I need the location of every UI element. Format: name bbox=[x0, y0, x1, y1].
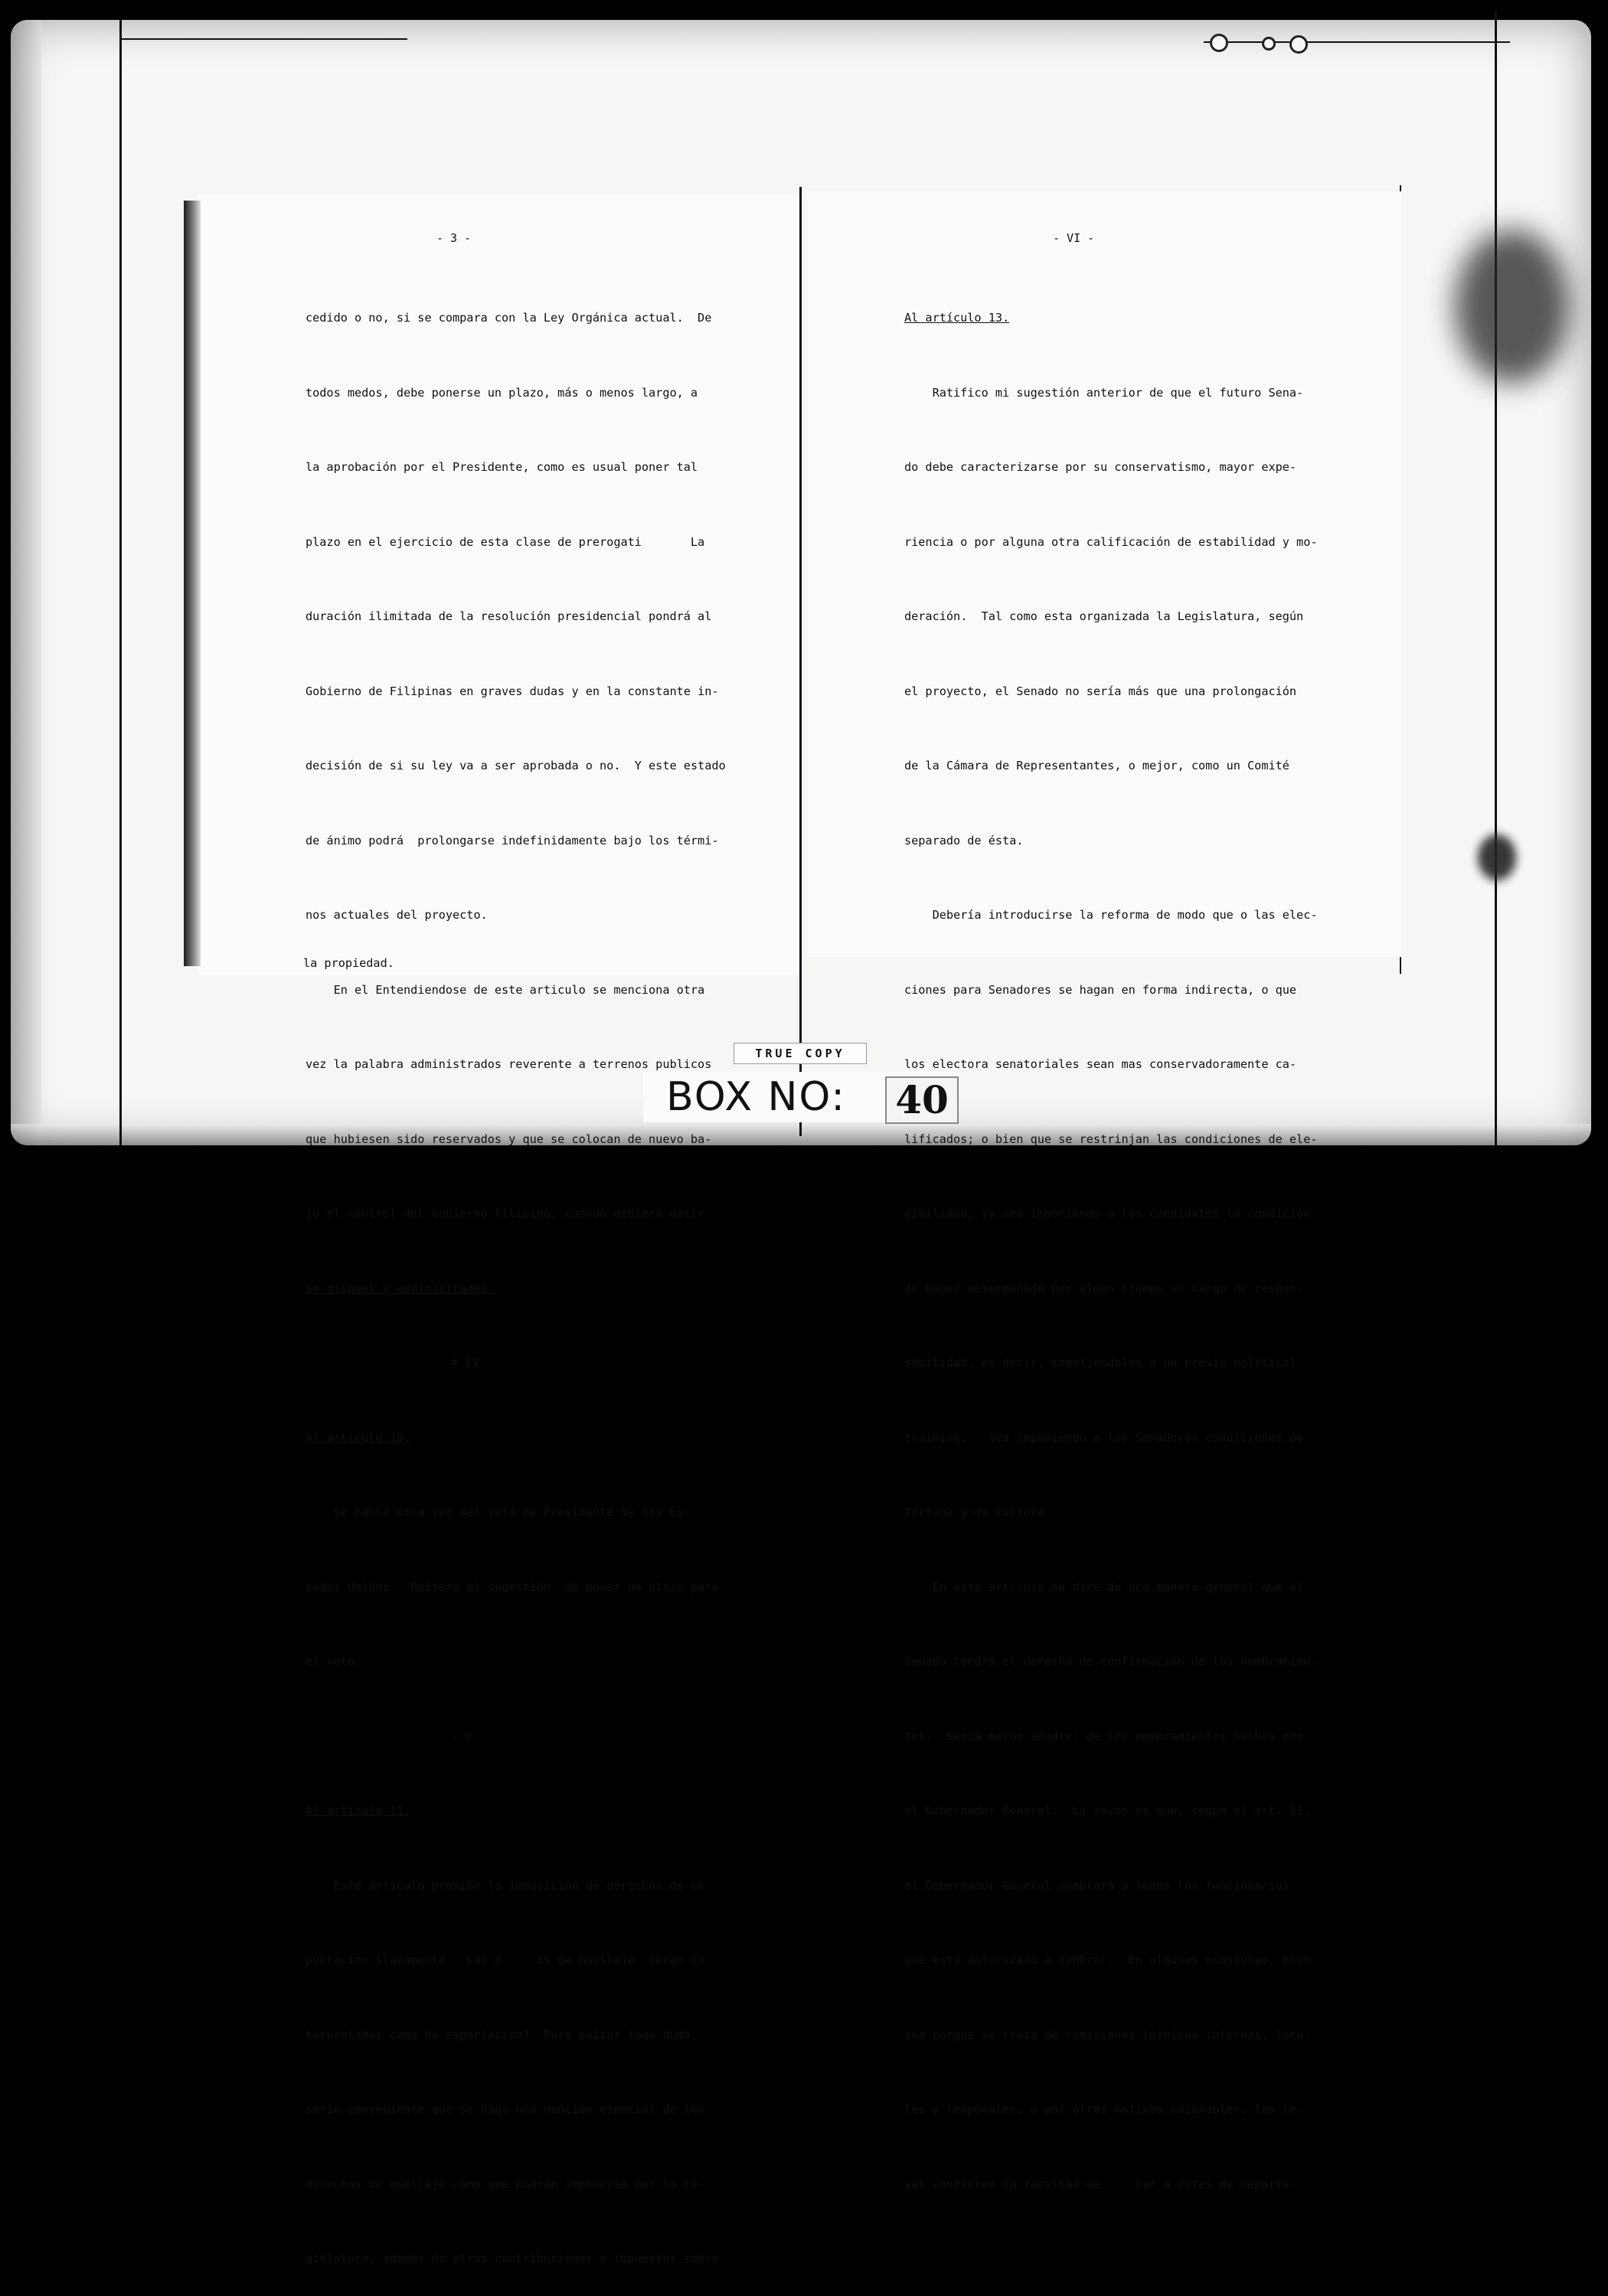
text-line: los electora senatoriales sean mas conservadoramente ca- bbox=[904, 1057, 1297, 1071]
text-line: yes confieren la facultad de rar a Jefes de Departa- bbox=[904, 2177, 1297, 2191]
right-page-text bbox=[904, 256, 1317, 2222]
text-line: todos medos, debe ponerse un plazo, más o menos largo, a bbox=[306, 385, 698, 400]
text-line: training, sea imponiendo a los Senadores condiciones de bbox=[904, 1430, 1304, 1445]
text-line: el Gobernador General nombrará a todos los funcionarios bbox=[904, 1878, 1289, 1893]
text-line: gislatura, además de otras contribuciones e impuestos sobre bbox=[306, 2252, 719, 2265]
text-line: jo el control del Gobierno Filipino, cuando debiera decir- bbox=[306, 1207, 712, 1220]
page-spine-line bbox=[799, 187, 802, 1136]
text-line: vez la palabra administrados reverente a terrenos publicos bbox=[306, 1057, 712, 1071]
text-line: terpretados como de exportacion? Para evitar toda duda, bbox=[306, 2027, 698, 2042]
text-line: deración. Tal como esta organizada la Legislatura, según bbox=[904, 609, 1304, 623]
text-line: lificados; o bien que se restrinjan las condiciones de ele- bbox=[904, 1132, 1318, 1146]
text-line: Este artículo prohibe la imposición de derechos de ex- bbox=[306, 1878, 712, 1893]
clip-mark-icon bbox=[1210, 34, 1228, 52]
text-line: Gobierno de Filipinas en graves dudas y en la constante in- bbox=[306, 684, 719, 698]
clip-mark-icon bbox=[1262, 37, 1276, 51]
left-page-edge-shadow bbox=[184, 201, 201, 966]
text-line: En el Entendiendose de este articulo se menciona otra bbox=[306, 982, 705, 997]
left-page-text bbox=[306, 256, 726, 2296]
text-line: les y temporales, o por otras motivos razonables, las le- bbox=[904, 2102, 1304, 2116]
right-page-number: - VI - bbox=[1053, 231, 1095, 245]
article-heading: Al artículo 13. bbox=[904, 311, 1010, 325]
left-page-number: - 3 - bbox=[436, 231, 472, 245]
ink-stain bbox=[1478, 834, 1516, 880]
text-line-underlined: se dispues y administrados. bbox=[306, 1281, 495, 1295]
text-line: En este articulo se dice de una manera general que el bbox=[904, 1579, 1304, 1594]
text-line: Se habla otra vez del veto de Presidente de los Es- bbox=[306, 1505, 691, 1519]
text-line: nos actuales del proyecto. bbox=[306, 908, 488, 922]
text-line: Ratifico mi sugestión anterior de que el futuro Sena- bbox=[904, 385, 1304, 400]
text-line: derechos de muellaje como que podran imponerse por la Le- bbox=[306, 2177, 705, 2191]
text-line: el Gobernador General. La razon es que, segun el art. 21, bbox=[904, 1804, 1311, 1818]
guide-line-right bbox=[1495, 11, 1497, 1145]
true-copy-stamp: TRUE COPY bbox=[734, 1043, 867, 1064]
clip-mark-icon bbox=[1289, 35, 1308, 54]
text-line: Debería introducirse la reforma de modo que o las elec- bbox=[904, 908, 1318, 922]
text-line: plazo en el ejercicio de esta clase de prerogati La bbox=[306, 534, 705, 549]
text-line: Senado tendrá el derecho de confirmación de los nombramien- bbox=[904, 1654, 1318, 1668]
left-page-tail-line: la propiedad. bbox=[303, 956, 394, 970]
text-line: el veto. bbox=[306, 1654, 362, 1668]
text-line: ciones para Senadores se hagan en forma indirecta, o que bbox=[904, 982, 1297, 997]
article-heading: Al articulo 10. bbox=[306, 1430, 411, 1445]
ink-stain bbox=[1455, 230, 1570, 383]
text-line: gibilidad, ya sea imponiendo a los candidatos la condición bbox=[904, 1207, 1311, 1220]
text-line: separado de ésta. bbox=[904, 833, 1024, 848]
text-line: duración ilimitada de la resolución presidencial pondrá al bbox=[306, 609, 712, 623]
guide-line-left bbox=[119, 20, 122, 1145]
section-heading: - V - bbox=[451, 1729, 486, 1743]
text-line: do debe caracterizarse por su conservatismo, mayor expe- bbox=[904, 460, 1297, 474]
article-heading: Al articulo 11. bbox=[306, 1804, 411, 1818]
text-line: que hubiesen sido reservados y que se colocan de nuevo ba- bbox=[306, 1132, 712, 1146]
frame-edge-shadow bbox=[11, 20, 41, 1145]
text-line: de ánimo podrá prolongarse indefinidamente bajo los térmi- bbox=[306, 833, 719, 848]
text-line: riencia o por alguna otra calificación de estabilidad y mo- bbox=[904, 534, 1318, 549]
text-line: fortuna y de cultura. bbox=[904, 1505, 1052, 1519]
text-line: sabilidad, es decir, sometiendoles a un previo political bbox=[904, 1356, 1297, 1370]
guide-line-top-right bbox=[1204, 41, 1510, 43]
text-line: de haber desempeñado por algun tiempo un cargo de respon- bbox=[904, 1281, 1304, 1295]
text-line: decisión de si su ley va a ser aprobada o no. Y este estado bbox=[306, 759, 726, 772]
text-line: sea porque se trata de comisiones técnicas internas, loca- bbox=[904, 2027, 1311, 2042]
box-number-label: BOX NO: bbox=[643, 1072, 959, 1122]
text-line: tados Unidos. Reitero mi sugestión de poner un plazo para bbox=[306, 1579, 719, 1594]
text-line: tos. Sería mejor añadir: de los nombramientos hechos por bbox=[904, 1729, 1304, 1743]
section-heading: # IV - bbox=[451, 1356, 493, 1370]
text-line: de la Cámara de Representantes, o mejor, como un Comité bbox=[904, 759, 1289, 772]
text-line: que esta autorizado a nombrar. En algunas ocasioneo, bien bbox=[904, 1953, 1311, 1967]
text-line: sería conveniente que se haga una mención especial de los bbox=[306, 2102, 705, 2116]
guide-line-top-left bbox=[119, 38, 407, 40]
text-line: cedido o no, si se compara con la Ley Orgánica actual. De bbox=[306, 311, 712, 325]
text-line: la aprobación por el Presidente, como es usual poner tal bbox=[306, 460, 698, 474]
text-line: el proyecto, el Senado no sería más que una prolongación bbox=[904, 684, 1297, 698]
text-line: portación llanamente. Las d os de muellaje seran in- bbox=[306, 1953, 712, 1967]
box-number-value: 40 bbox=[885, 1076, 959, 1124]
